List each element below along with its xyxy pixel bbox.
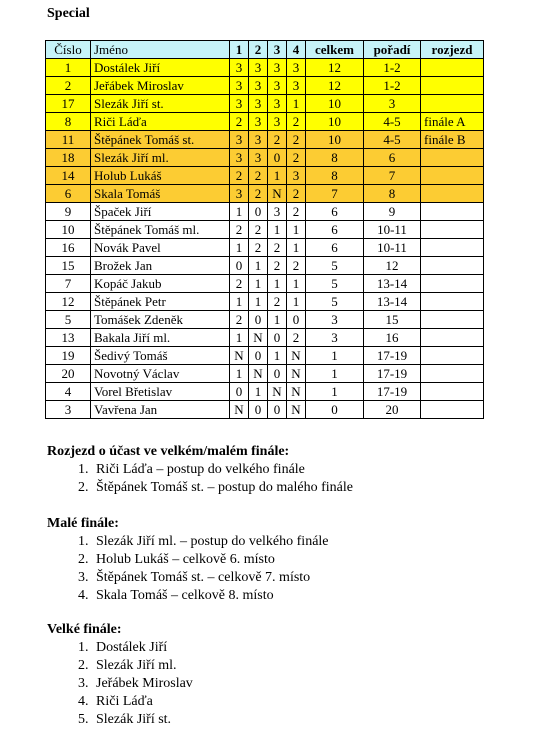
cell-round-2: 3 — [249, 113, 268, 131]
list-item: 3. Štěpánek Tomáš st. – celkově 7. místo — [92, 569, 329, 587]
cell-celkem: 8 — [306, 149, 364, 167]
cell-cislo: 9 — [46, 203, 91, 221]
table-row — [46, 167, 484, 185]
cell-cislo: 20 — [46, 365, 91, 383]
cell-round-1: 0 — [230, 383, 249, 401]
cell-round-4: 2 — [287, 329, 306, 347]
cell-round-2: 2 — [249, 221, 268, 239]
cell-rozjezd — [421, 203, 484, 221]
cell-poradi: 15 — [364, 311, 421, 329]
cell-round-3: 0 — [268, 365, 287, 383]
cell-jmeno: Slezák Jiří st. — [91, 95, 230, 113]
cell-rozjezd: finále A — [421, 113, 484, 131]
cell-jmeno: Dostálek Jiří — [91, 59, 230, 77]
cell-poradi: 1-2 — [364, 77, 421, 95]
cell-celkem: 3 — [306, 329, 364, 347]
table-row — [46, 113, 484, 131]
cell-jmeno: Jeřábek Miroslav — [91, 77, 230, 95]
cell-poradi: 10-11 — [364, 239, 421, 257]
table-row — [46, 383, 484, 401]
cell-jmeno: Tomášek Zdeněk — [91, 311, 230, 329]
cell-round-1: 1 — [230, 239, 249, 257]
cell-rozjezd — [421, 365, 484, 383]
list-item: 4. Skala Tomáš – celkově 8. místo — [92, 587, 329, 605]
cell-cislo: 16 — [46, 239, 91, 257]
cell-jmeno: Vavřena Jan — [91, 401, 230, 419]
table-row — [46, 275, 484, 293]
cell-celkem: 6 — [306, 239, 364, 257]
cell-cislo: 4 — [46, 383, 91, 401]
header-round-4: 4 — [287, 41, 306, 59]
cell-round-4: 2 — [287, 131, 306, 149]
table-row — [46, 293, 484, 311]
cell-cislo: 17 — [46, 95, 91, 113]
table-row — [46, 329, 484, 347]
cell-round-3: 1 — [268, 311, 287, 329]
cell-round-2: 0 — [249, 311, 268, 329]
cell-rozjezd — [421, 149, 484, 167]
cell-cislo: 7 — [46, 275, 91, 293]
cell-rozjezd — [421, 185, 484, 203]
cell-round-4: 1 — [287, 293, 306, 311]
cell-round-2: 3 — [249, 149, 268, 167]
cell-poradi: 12 — [364, 257, 421, 275]
cell-poradi: 1-2 — [364, 59, 421, 77]
cell-round-2: 2 — [249, 185, 268, 203]
cell-celkem: 12 — [306, 59, 364, 77]
rozjezd-list — [47, 461, 353, 497]
cell-cislo: 1 — [46, 59, 91, 77]
cell-round-3: 3 — [268, 95, 287, 113]
cell-celkem: 10 — [306, 95, 364, 113]
cell-poradi: 10-11 — [364, 221, 421, 239]
cell-cislo: 11 — [46, 131, 91, 149]
cell-celkem: 5 — [306, 293, 364, 311]
cell-round-4: N — [287, 365, 306, 383]
cell-round-3: 3 — [268, 113, 287, 131]
cell-rozjezd — [421, 401, 484, 419]
cell-round-4: 1 — [287, 221, 306, 239]
cell-cislo: 19 — [46, 347, 91, 365]
header-cislo: Číslo — [46, 41, 91, 59]
cell-round-4: 1 — [287, 239, 306, 257]
cell-rozjezd — [421, 257, 484, 275]
velke-finale-heading: Velké finále: — [47, 622, 122, 637]
cell-round-3: 0 — [268, 329, 287, 347]
list-item: 5. Slezák Jiří st. — [92, 711, 193, 729]
cell-poradi: 13-14 — [364, 275, 421, 293]
results-table — [45, 40, 484, 419]
cell-cislo: 13 — [46, 329, 91, 347]
table-row — [46, 149, 484, 167]
cell-celkem: 12 — [306, 77, 364, 95]
cell-round-1: 3 — [230, 77, 249, 95]
header-round-1: 1 — [230, 41, 249, 59]
cell-jmeno: Štěpánek Tomáš st. — [91, 131, 230, 149]
cell-round-4: N — [287, 347, 306, 365]
table-header-row — [46, 41, 484, 59]
list-item: 3. Jeřábek Miroslav — [92, 675, 193, 693]
table-body — [46, 59, 484, 419]
cell-cislo: 10 — [46, 221, 91, 239]
table-row — [46, 77, 484, 95]
table-row — [46, 347, 484, 365]
cell-round-2: N — [249, 329, 268, 347]
cell-rozjezd — [421, 77, 484, 95]
cell-round-1: 3 — [230, 149, 249, 167]
cell-cislo: 5 — [46, 311, 91, 329]
table-row — [46, 365, 484, 383]
cell-poradi: 17-19 — [364, 365, 421, 383]
cell-poradi: 7 — [364, 167, 421, 185]
cell-round-3: 3 — [268, 59, 287, 77]
cell-poradi: 13-14 — [364, 293, 421, 311]
cell-celkem: 5 — [306, 275, 364, 293]
velke-finale-list — [47, 639, 193, 729]
cell-round-1: 3 — [230, 59, 249, 77]
cell-rozjezd — [421, 239, 484, 257]
cell-cislo: 8 — [46, 113, 91, 131]
cell-celkem: 1 — [306, 347, 364, 365]
cell-round-1: 1 — [230, 329, 249, 347]
cell-round-3: 2 — [268, 293, 287, 311]
cell-round-2: 3 — [249, 77, 268, 95]
cell-round-2: 3 — [249, 59, 268, 77]
cell-rozjezd — [421, 329, 484, 347]
cell-round-3: N — [268, 185, 287, 203]
cell-jmeno: Brožek Jan — [91, 257, 230, 275]
cell-round-2: 1 — [249, 275, 268, 293]
table-row — [46, 401, 484, 419]
list-item: 1. Riči Láďa – postup do velkého finále — [92, 461, 353, 479]
cell-round-3: 2 — [268, 131, 287, 149]
cell-round-3: 1 — [268, 347, 287, 365]
male-finale-section — [47, 515, 329, 605]
cell-round-3: 0 — [268, 401, 287, 419]
cell-celkem: 10 — [306, 113, 364, 131]
header-poradi: pořadí — [364, 41, 421, 59]
table-row — [46, 239, 484, 257]
cell-round-3: 0 — [268, 149, 287, 167]
cell-celkem: 10 — [306, 131, 364, 149]
velke-finale-section — [47, 621, 193, 729]
cell-jmeno: Novák Pavel — [91, 239, 230, 257]
table-row — [46, 131, 484, 149]
cell-jmeno: Riči Láďa — [91, 113, 230, 131]
cell-poradi: 4-5 — [364, 113, 421, 131]
cell-poradi: 6 — [364, 149, 421, 167]
cell-poradi: 8 — [364, 185, 421, 203]
cell-cislo: 2 — [46, 77, 91, 95]
cell-round-2: 3 — [249, 131, 268, 149]
cell-round-4: 0 — [287, 311, 306, 329]
cell-cislo: 14 — [46, 167, 91, 185]
list-item: 1. Slezák Jiří ml. – postup do velkého finále — [92, 533, 329, 551]
list-item: 2. Holub Lukáš – celkově 6. místo — [92, 551, 329, 569]
male-finale-list — [47, 533, 329, 605]
cell-poradi: 17-19 — [364, 347, 421, 365]
cell-jmeno: Štěpánek Tomáš ml. — [91, 221, 230, 239]
list-item: 1. Dostálek Jiří — [92, 639, 193, 657]
cell-round-1: 3 — [230, 95, 249, 113]
cell-round-1: 1 — [230, 365, 249, 383]
rozjezd-section — [47, 443, 353, 497]
cell-round-1: 1 — [230, 293, 249, 311]
cell-round-1: 2 — [230, 311, 249, 329]
cell-celkem: 1 — [306, 383, 364, 401]
cell-round-4: 2 — [287, 203, 306, 221]
cell-cislo: 12 — [46, 293, 91, 311]
cell-jmeno: Vorel Břetislav — [91, 383, 230, 401]
cell-celkem: 6 — [306, 221, 364, 239]
cell-round-2: 2 — [249, 167, 268, 185]
cell-rozjezd — [421, 311, 484, 329]
cell-round-2: 1 — [249, 257, 268, 275]
cell-round-4: N — [287, 383, 306, 401]
table-row — [46, 257, 484, 275]
header-round-2: 2 — [249, 41, 268, 59]
cell-jmeno: Slezák Jiří ml. — [91, 149, 230, 167]
rozjezd-heading: Rozjezd o účast ve velkém/malém finále: — [47, 444, 290, 459]
cell-cislo: 3 — [46, 401, 91, 419]
cell-cislo: 15 — [46, 257, 91, 275]
header-rozjezd: rozjezd — [421, 41, 484, 59]
table-row — [46, 185, 484, 203]
cell-round-3: N — [268, 383, 287, 401]
cell-celkem: 0 — [306, 401, 364, 419]
table-row — [46, 203, 484, 221]
cell-celkem: 5 — [306, 257, 364, 275]
cell-celkem: 8 — [306, 167, 364, 185]
cell-round-3: 1 — [268, 221, 287, 239]
cell-round-1: 2 — [230, 167, 249, 185]
cell-round-4: 2 — [287, 185, 306, 203]
cell-round-3: 2 — [268, 257, 287, 275]
cell-rozjezd — [421, 383, 484, 401]
cell-jmeno: Skala Tomáš — [91, 185, 230, 203]
table-row — [46, 311, 484, 329]
cell-celkem: 1 — [306, 365, 364, 383]
cell-round-1: 0 — [230, 257, 249, 275]
cell-round-3: 1 — [268, 167, 287, 185]
cell-round-4: 3 — [287, 77, 306, 95]
cell-round-1: 2 — [230, 221, 249, 239]
cell-round-1: 2 — [230, 275, 249, 293]
cell-round-4: 2 — [287, 113, 306, 131]
cell-poradi: 20 — [364, 401, 421, 419]
cell-round-2: 0 — [249, 347, 268, 365]
cell-celkem: 6 — [306, 203, 364, 221]
cell-round-4: 3 — [287, 167, 306, 185]
cell-round-3: 3 — [268, 77, 287, 95]
cell-round-1: N — [230, 347, 249, 365]
cell-jmeno: Holub Lukáš — [91, 167, 230, 185]
cell-round-4: N — [287, 401, 306, 419]
cell-celkem: 3 — [306, 311, 364, 329]
cell-rozjezd — [421, 293, 484, 311]
cell-rozjezd — [421, 167, 484, 185]
cell-round-2: 3 — [249, 95, 268, 113]
cell-round-3: 3 — [268, 203, 287, 221]
table-row — [46, 95, 484, 113]
cell-poradi: 3 — [364, 95, 421, 113]
table-row — [46, 221, 484, 239]
cell-round-3: 1 — [268, 275, 287, 293]
header-jmeno: Jméno — [91, 41, 230, 59]
cell-round-1: 2 — [230, 113, 249, 131]
cell-cislo: 18 — [46, 149, 91, 167]
cell-poradi: 4-5 — [364, 131, 421, 149]
table-row — [46, 59, 484, 77]
cell-poradi: 17-19 — [364, 383, 421, 401]
cell-round-1: 1 — [230, 203, 249, 221]
cell-jmeno: Štěpánek Petr — [91, 293, 230, 311]
header-round-3: 3 — [268, 41, 287, 59]
cell-poradi: 16 — [364, 329, 421, 347]
cell-rozjezd: finále B — [421, 131, 484, 149]
cell-round-4: 3 — [287, 59, 306, 77]
cell-round-2: N — [249, 365, 268, 383]
cell-round-1: 3 — [230, 185, 249, 203]
cell-round-2: 1 — [249, 383, 268, 401]
cell-round-2: 0 — [249, 203, 268, 221]
cell-jmeno: Šedivý Tomáš — [91, 347, 230, 365]
cell-jmeno: Novotný Václav — [91, 365, 230, 383]
cell-poradi: 9 — [364, 203, 421, 221]
male-finale-heading: Malé finále: — [47, 516, 119, 531]
page-title: Special — [47, 6, 90, 21]
list-item: 4. Riči Láďa — [92, 693, 193, 711]
list-item: 2. Štěpánek Tomáš st. – postup do malého finále — [92, 479, 353, 497]
cell-round-4: 1 — [287, 275, 306, 293]
cell-cislo: 6 — [46, 185, 91, 203]
cell-rozjezd — [421, 275, 484, 293]
cell-round-4: 2 — [287, 149, 306, 167]
cell-round-4: 1 — [287, 95, 306, 113]
cell-rozjezd — [421, 221, 484, 239]
list-item: 2. Slezák Jiří ml. — [92, 657, 193, 675]
cell-jmeno: Špaček Jiří — [91, 203, 230, 221]
cell-celkem: 7 — [306, 185, 364, 203]
header-celkem: celkem — [306, 41, 364, 59]
cell-round-1: N — [230, 401, 249, 419]
cell-round-2: 1 — [249, 293, 268, 311]
cell-round-3: 2 — [268, 239, 287, 257]
cell-jmeno: Kopáč Jakub — [91, 275, 230, 293]
cell-round-2: 2 — [249, 239, 268, 257]
cell-rozjezd — [421, 59, 484, 77]
cell-round-2: 0 — [249, 401, 268, 419]
cell-rozjezd — [421, 95, 484, 113]
cell-round-4: 2 — [287, 257, 306, 275]
cell-rozjezd — [421, 347, 484, 365]
cell-round-1: 3 — [230, 131, 249, 149]
cell-jmeno: Bakala Jiří ml. — [91, 329, 230, 347]
